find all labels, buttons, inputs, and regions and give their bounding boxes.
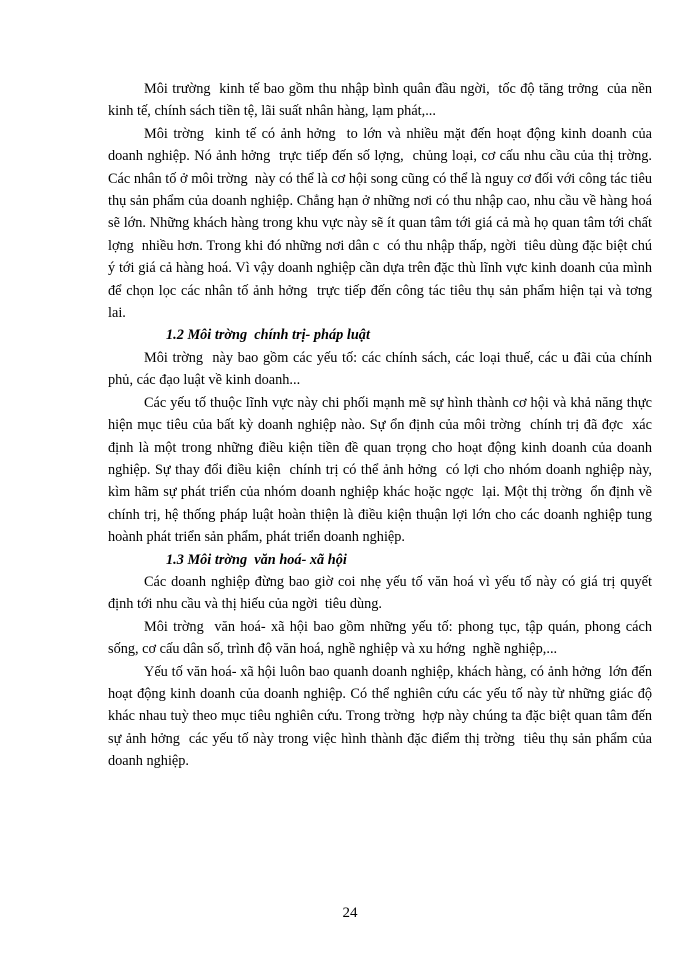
- section-heading-1-3: 1.3 Môi trờng văn hoá- xã hội: [166, 551, 347, 568]
- paragraph-political-environment-impact: Các yếu tố thuộc lĩnh vực này chi phối mạnh mẽ sự hình thành cơ hội và khả năng thực hiện mục tiêu của bất kỳ doanh nghiệp nào. Sự ổn định của môi trờng chính trị đã đợc xác định là một trong những điều kiện tiền đề quan trọng cho hoạt động kinh doanh của doanh nghiệp. Sự thay đổi điều kiện chính trị có thể ảnh hởng có lợi cho nhóm doanh nghiệp này, kìm hãm sự phát triển của nhóm doanh nghiệp khác hoặc ngợc lại. Một thị trờng ổn định về chính trị, hệ thống pháp luật hoàn thiện là điều kiện thuận lợi lớn cho các doanh nghiệp tung hoành phát triển sản phẩm, phát triển doanh nghiệp.: [108, 394, 656, 546]
- paragraph-culture-impact: Yếu tố văn hoá- xã hội luôn bao quanh doanh nghiệp, khách hàng, có ảnh hởng lớn đến hoạt động kinh doanh của doanh nghiệp. Có thể nghiên cứu các yếu tố này từ những giác độ khác nhau tuỳ theo mục tiêu nghiên cứu. Trong trờng hợp này chúng ta đặc biệt quan tâm đến sự ảnh hởng các yếu tố này trong việc hình thành đặc điểm thị trờng tiêu thụ sản phẩm của doanh nghiệp.: [108, 663, 656, 770]
- section-heading-1-2: 1.2 Môi trờng chính trị- pháp luật: [166, 327, 370, 344]
- paragraph-culture-importance: Các doanh nghiệp đừng bao giờ coi nhẹ yếu tố văn hoá vì yếu tố này có giá trị quyết định tới nhu cầu và thị hiếu của ngời tiêu dùng.: [108, 573, 656, 613]
- page-number: 24: [342, 905, 358, 921]
- paragraph-economic-environment-definition: Môi trường kinh tế bao gồm thu nhập bình quân đầu ngời, tốc độ tăng trởng của nền kinh tế, chính sách tiền tệ, lãi suất nhân hàng, lạm phát,...: [108, 81, 656, 120]
- paragraph-political-environment-definition: Môi trờng này bao gồm các yếu tố: các chính sách, các loại thuế, các u đãi của chính phủ, các đạo luật về kinh doanh...: [108, 349, 656, 389]
- paragraph-culture-factors: Môi trờng văn hoá- xã hội bao gồm những yếu tố: phong tục, tập quán, phong cách sống, cơ cấu dân số, trình độ văn hoá, nghề nghiệp và xu hớng nghề nghiệp,...: [108, 618, 656, 658]
- paragraph-economic-environment-impact: Môi trờng kinh tế có ảnh hởng to lớn và nhiều mặt đến hoạt động kinh doanh của doanh nghiệp. Nó ảnh hởng trực tiếp đến số lợng, chủng loại, cơ cấu nhu cầu của thị trờng. Các nhân tố ở môi trờng này có thể là cơ hội song cũng có thể là nguy cơ đối với công tác tiêu thụ sản phẩm của doanh nghiệp. Chẳng hạn ở những nơi có thu nhập cao, nhu cầu về hàng hoá sẽ lớn. Những khách hàng trong khu vực này sẽ ít quan tâm tới giá cả mà họ quan tâm tới chất lợng nhiều hơn. Trong khi đó những nơi dân c có thu nhập thấp, ngời tiêu dùng đặc biệt chú ý tới giá cả hàng hoá. Vì vậy doanh nghiệp cần dựa trên đặc thù lĩnh vực kinh doanh của mình để chọn lọc các nhân tố ảnh hởng trực tiếp đến công tác tiêu thụ sản phẩm hiện tại và tơng lai.: [108, 125, 660, 322]
